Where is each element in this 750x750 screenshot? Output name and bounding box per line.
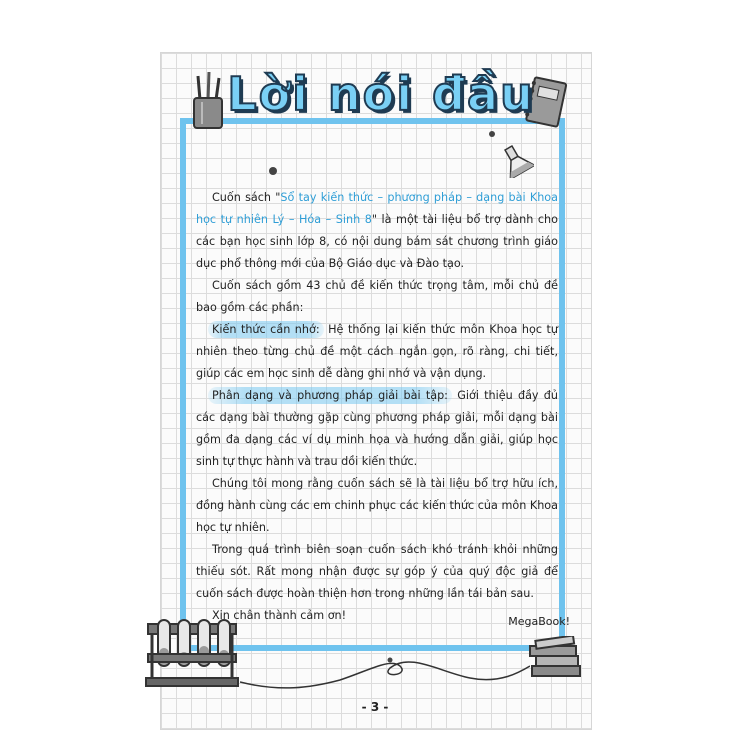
paragraph-knowledge	[196, 319, 558, 385]
paragraph-intro	[196, 187, 558, 275]
preface-body	[196, 187, 558, 627]
intro-prefix: Cuốn sách "	[212, 191, 281, 204]
page-title: Lời nói đầu	[227, 67, 535, 121]
paragraph-hope: Chúng tôi mong rằng cuốn sách sẽ là tài liệu bổ trợ hữu ích, đồng hành cùng các em chinh phục các kiến thức của môn Khoa học tự nhiên.	[196, 477, 558, 534]
book-stack-icon	[528, 636, 584, 682]
intro-suffix: " là một tài liệu bổ trợ dành cho các bạn học sinh lớp 8, có nội dung bám sát chương trình giáo dục phổ thông mới của Bộ Giáo dục và Đào tạo.	[196, 213, 558, 270]
methods-text: Giới thiệu đầy đủ các dạng bài thường gặp cùng phương pháp giải, mỗi dạng bài gồm đa dạng các ví dụ minh họa và hướng dẫn giải, giúp học sinh tự thực hành và trau dồi kiến thức.	[196, 389, 558, 468]
decorative-dot-small	[486, 128, 498, 140]
flask-icon	[498, 144, 534, 178]
paragraph-feedback: Trong quá trình biên soạn cuốn sách khó tránh khỏi những thiếu sót. Rất mong nhận được sự góp ý của quý độc giả để cuốn sách được hoàn thiện hơn trong những lần tái bản sau.	[196, 543, 558, 600]
paragraph-methods	[196, 385, 558, 473]
page-number: - 3 -	[361, 700, 389, 714]
signature: MegaBook!	[508, 615, 570, 628]
methods-label: Phân dạng và phương pháp giải bài tập:	[208, 387, 452, 404]
paragraph-thanks: Xin chân thành cảm ơn!	[212, 609, 347, 622]
pencil-cup-icon	[188, 70, 228, 132]
test-tube-rack-icon	[142, 618, 242, 690]
book-title-text: Sổ tay kiến thức – phương pháp – dạng bài Khoa học tự nhiên Lý – Hóa – Sinh 8	[196, 191, 558, 226]
decorative-squiggle	[240, 652, 530, 696]
decorative-dots	[262, 160, 284, 182]
paragraph-structure: Cuốn sách gồm 43 chủ đề kiến thức trọng tâm, mỗi chủ đề bao gồm các phần:	[196, 279, 558, 314]
knowledge-text: Hệ thống lại kiến thức môn Khoa học tự nhiên theo từng chủ đề một cách ngắn gọn, rõ ràng, chi tiết, giúp các em học sinh dễ dàng ghi nhớ và vận dụng.	[196, 323, 558, 380]
knowledge-label: Kiến thức cần nhớ:	[208, 321, 324, 338]
